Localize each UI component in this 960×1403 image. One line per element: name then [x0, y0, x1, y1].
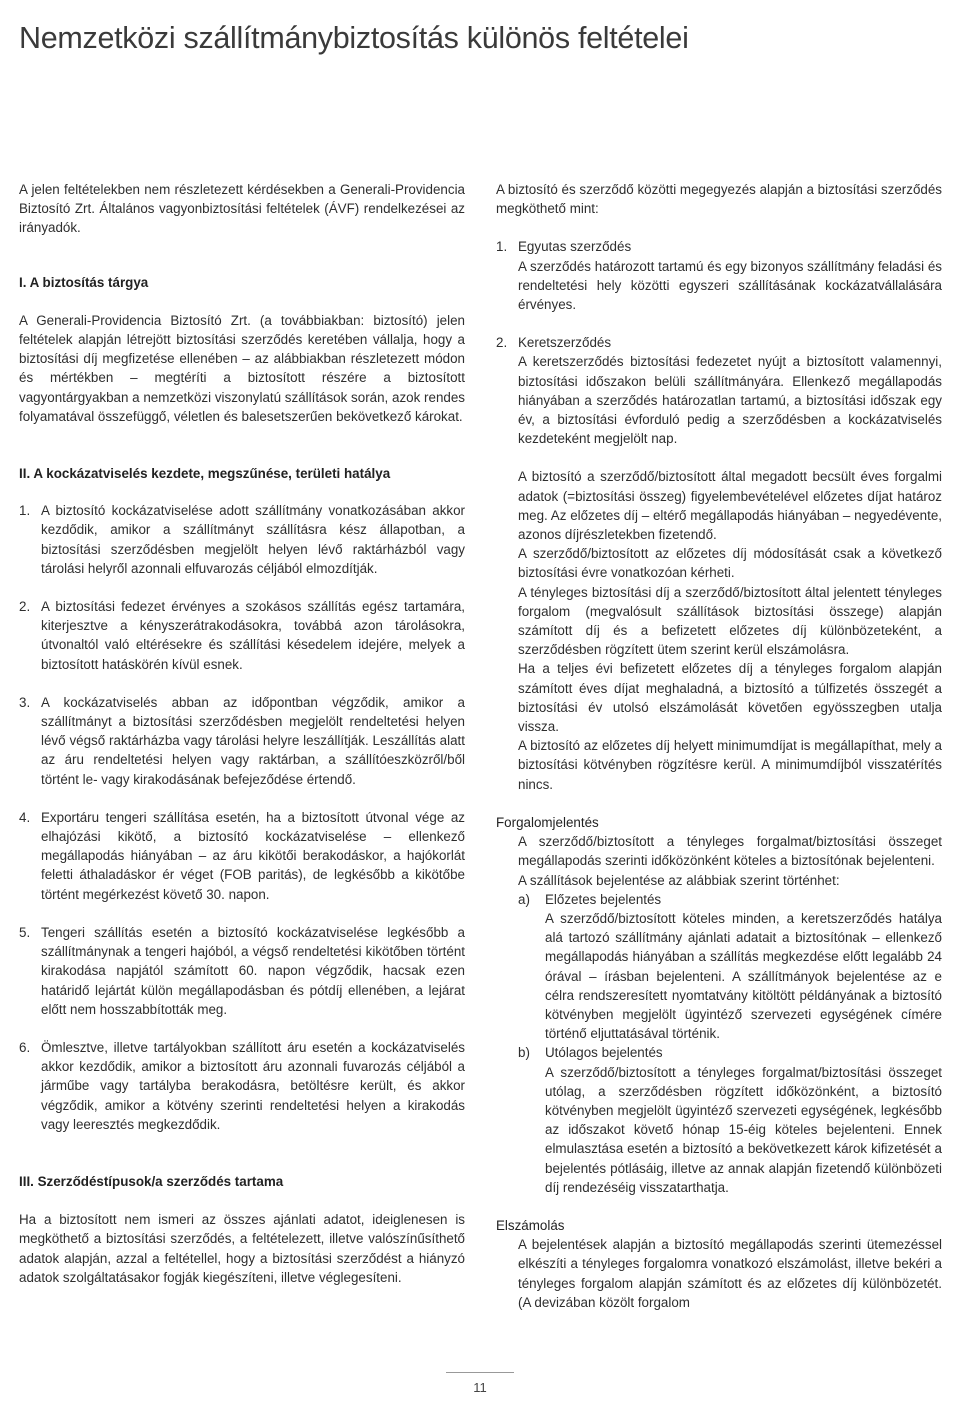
- contract-type-heading: Egyutas szerződés: [518, 239, 632, 255]
- left-column: [19, 180, 465, 1287]
- list-item: [19, 923, 465, 1019]
- list-item: [19, 808, 465, 904]
- contract-type-item: [496, 333, 942, 448]
- settlement-section: [496, 1235, 942, 1312]
- premium-paragraph: Ha a teljes évi befizetett előzetes díj a tényleges forgalom alapján számított éves díjat meghaladná, a biztosító a túlfizetés összegét a biztosítási év utolsó elszámolását követően egyösszegben utalja vissza.: [518, 661, 942, 735]
- contract-type-heading: Keretszerződés: [518, 335, 612, 351]
- page-title: Nemzetközi szállítmánybiztosítás különös feltételei: [19, 21, 689, 55]
- premium-paragraph: A biztosító a szerződő/biztosított által megadott becsült éves forgalmi adatok (=biztosítási összeg) figyelembevételével előzetes díjat határoz meg. Az előzetes díj – eltérő megállapodás hiányában – negyedévente, azonos díjrészletekben fizetendő.: [518, 469, 942, 543]
- list-item-number: 5.: [19, 924, 31, 940]
- contract-type-body: A keretszerződés biztosítási fedezetet nyújt a biztosított valamennyi, biztosítási időszakon belüli szállítmányára. Ellenkező megállapodás hiányában a szerződés határozatlan tartamú, a biztosítási időszak egy év, a biztosítási évforduló pedig a szerződésben a kockázatviselés kezdeteként megjelölt nap.: [518, 354, 942, 447]
- list-item: [19, 693, 465, 789]
- list-item-letter: a): [518, 891, 530, 907]
- premium-paragraph: A biztosító az előzetes díj helyett minimumdíjat is megállapíthat, mely a biztosítási kötvényben rögzítésre kerül. A minimumdíjból visszatérítés nincs.: [518, 738, 942, 792]
- list-item-text: A biztosító kockázatviselése adott szállítmány vonatkozásában akkor kezdődik, amikor a szállítmányt szállításra kész állapotban, a biztosítási szerződésben megjelölt helyen lévő raktárházból vagy tárolási helyről azonnali elfuvarozás céljából elmozdítják.: [41, 503, 465, 576]
- contract-types-intro: A biztosító és szerződő közötti megegyezés alapján a biztosítási szerződés megköthető mint:: [496, 182, 942, 217]
- footer-divider: [446, 1372, 514, 1373]
- section-heading-1: I. A biztosítás tárgya: [19, 274, 149, 290]
- intro-paragraph: A jelen feltételekben nem részletezett kérdésekben a Generali-Providencia Biztosító Zrt. Általános vagyonbiztosítási feltételek (ÁVF) rendelkezései az irányadók.: [19, 182, 465, 236]
- section-2-list: [19, 501, 465, 1134]
- settlement-paragraph: A bejelentések alapján a biztosító megállapodás szerinti ütemezéssel elkészíti a tényleges forgalomra vonatkozó elszámolást, illetve bekéri a tényleges forgalom alapján számított és az előzetes díj különbözetét. (A devizában közölt forgalom: [518, 1237, 942, 1310]
- report-type-body: A szerződő/biztosított köteles minden, a keretszerződés hatálya alá tartozó szállítmány ajánlati adatait a biztosítónak – ellenkező megállapodás hiányában a szállítás megkezdése előtt legalább 24 órával – írásban bejelenteni. A szállítmányok bejelentése az e célra rendszeresített nyomtatvány kitöltött példányának a biztosító kötvényben megjelölt ügyintéző szervezeti egységének címére történő eljuttatásával történik.: [545, 910, 942, 1042]
- premium-paragraph: A tényleges biztosítási díj a szerződő/biztosított által jelentett tényleges forgalom (megvalósult szállítások biztosítási összege) alapján számított díj és a befizetett előzetes díj különbözeteként, a szerződésben rögzített ütem szerint kerül elszámolásra.: [518, 584, 942, 658]
- contract-types-list: [496, 237, 942, 448]
- list-item: [19, 501, 465, 578]
- report-types-list: [518, 890, 942, 1197]
- list-item-text: Tengeri szállítás esetén a biztosító kockázatviselése legkésőbb a szállítmánynak a tengeri hajóból, a végső rendeltetési kikötőben történt kirakodása napjától számított 60. napon végződik, hacsak ezen határidő lejártát külön megállapodásban és pótdíj ellenében, a lejárat előtt nem hosszabbították meg.: [41, 924, 465, 1017]
- report-type-item: [518, 890, 942, 1044]
- list-item: [19, 597, 465, 674]
- list-item-number: 6.: [19, 1039, 31, 1055]
- list-item-number: 1.: [496, 239, 508, 255]
- report-type-heading: Előzetes bejelentés: [545, 891, 662, 907]
- list-item-number: 3.: [19, 694, 31, 710]
- right-column: [496, 180, 942, 1312]
- list-item-text: Ömlesztve, illetve tartályokban szállított áru esetén a kockázatviselés akkor kezdődik, amikor a biztosított áru azonnali fuvarozás céljából a járműbe vagy tartályba berakodásra, betöltésre került, és akkor végződik, amikor a kötvény szerinti rendeltetési helyen a kirakodás vagy leeresztés megkezdődik.: [41, 1039, 465, 1132]
- report-type-body: A szerződő/biztosított a tényleges forgalmat/biztosítási összeget utólag, a szerződésben rögzített időközönként, a biztosító kötvényben megjelölt ügyintéző szervezeti egységének, legkésőbb az időszakot követő hónap 15-éig köteles bejelenteni. Ennek elmulasztása esetén a biztosító a bekövetkezett károk kifizetését a bejelentés pótlásáig, illetve az annak alapján fizetendő különbözeti díj rendezéséig visszatarthatja.: [545, 1064, 942, 1195]
- section-heading-2: II. A kockázatviselés kezdete, megszűnése, területi hatálya: [19, 466, 391, 482]
- list-item: [19, 1038, 465, 1134]
- list-item-number: 2.: [496, 335, 508, 351]
- section-1-paragraph: A Generali-Providencia Biztosító Zrt. (a továbbiakban: biztosító) jelen feltételek alapján létrejött biztosítási szerződés keretében vállalja, hogy a biztosítási díj megfizetése ellenében – az alábbiakban részletezett módon és mértékben – megtéríti a biztosított részére a biztosított vagyontárgyakban a nemzetközi viszonylatú szállítások során, azok rendes folyamatával összefüggő, véletlen és balesetszerűen bekövetkező károkat.: [19, 312, 465, 424]
- list-item-text: Exportáru tengeri szállítása esetén, ha a biztosított útvonal vége az elhajózási kikötő, a biztosító kockázatviselése – ellenkező megállapodás hiányában – az áru kikötői berakodáskor, a hajókorlát feletti áthaladáskor ér véget (FOB paritás), de legkésőbb a kikötőbe történt megérkezést követő 30. napon.: [41, 809, 465, 902]
- turnover-report-heading: Forgalomjelentés: [496, 814, 599, 830]
- settlement-heading: Elszámolás: [496, 1217, 565, 1233]
- report-type-heading: Utólagos bejelentés: [545, 1045, 663, 1061]
- list-item-letter: b): [518, 1045, 530, 1061]
- list-item-text: A kockázatviselés abban az időpontban végződik, amikor a szállítmányt a biztosítási szerződésben megjelölt rendeltetési helyen lévő végső raktárházba vagy tárolási helyre leszállítják. Leszállítás alatt az áru rendeltetési helyen vagy raktárban, a szállítóeszközről/ből történt le- vagy kirakodásának befejeződése értendő.: [41, 694, 465, 787]
- list-item-number: 2.: [19, 599, 31, 615]
- turnover-paragraph: A szerződő/biztosított a tényleges forgalmat/biztosítási összeget megállapodás szerinti időközönként köteles a biztosítónak bejelenteni.: [518, 834, 942, 869]
- list-item-text: A biztosítási fedezet érvényes a szokásos szállítás egész tartamára, kiterjesztve a kényszerátrakodásokra, továbbá azon tárolásokra, útvonaltól való eltérésekre és szállítási késedelem idejére, melyek a biztosított hatáskörén kívül esnek.: [41, 599, 465, 672]
- report-type-item: [518, 1043, 942, 1197]
- turnover-report-paragraphs: [496, 832, 942, 1197]
- contract-type-body: A szerződés határozott tartamú és egy bizonyos szállítmány feladási és rendeltetési hely közötti egyszeri szállításának kockázatvállalására érvényes.: [518, 258, 942, 313]
- premium-paragraph: A szerződő/biztosított az előzetes díj módosítását csak a következő biztosítási évre vonatkozóan kérheti.: [518, 546, 942, 581]
- list-item-number: 4.: [19, 809, 31, 825]
- page-number: 11: [473, 1380, 487, 1395]
- contract-type-item: [496, 237, 942, 314]
- section-heading-3: III. Szerződéstípusok/a szerződés tartama: [19, 1173, 284, 1189]
- list-item-number: 1.: [19, 503, 31, 519]
- section-3-paragraph: Ha a biztosított nem ismeri az összes ajánlati adatot, ideiglenesen is megköthető a biztosítási szerződés, a feltételezett, illetve valószínűsíthető adatok alapján, azzal a feltétellel, hogy a biztosítási szerződést a hiányzó adatok szolgáltatásakor fogják kiegészíteni, illetve véglegesíteni.: [19, 1212, 465, 1285]
- premium-paragraphs: [496, 467, 942, 793]
- turnover-paragraph: A szállítások bejelentése az alábbiak szerint történhet:: [518, 872, 840, 888]
